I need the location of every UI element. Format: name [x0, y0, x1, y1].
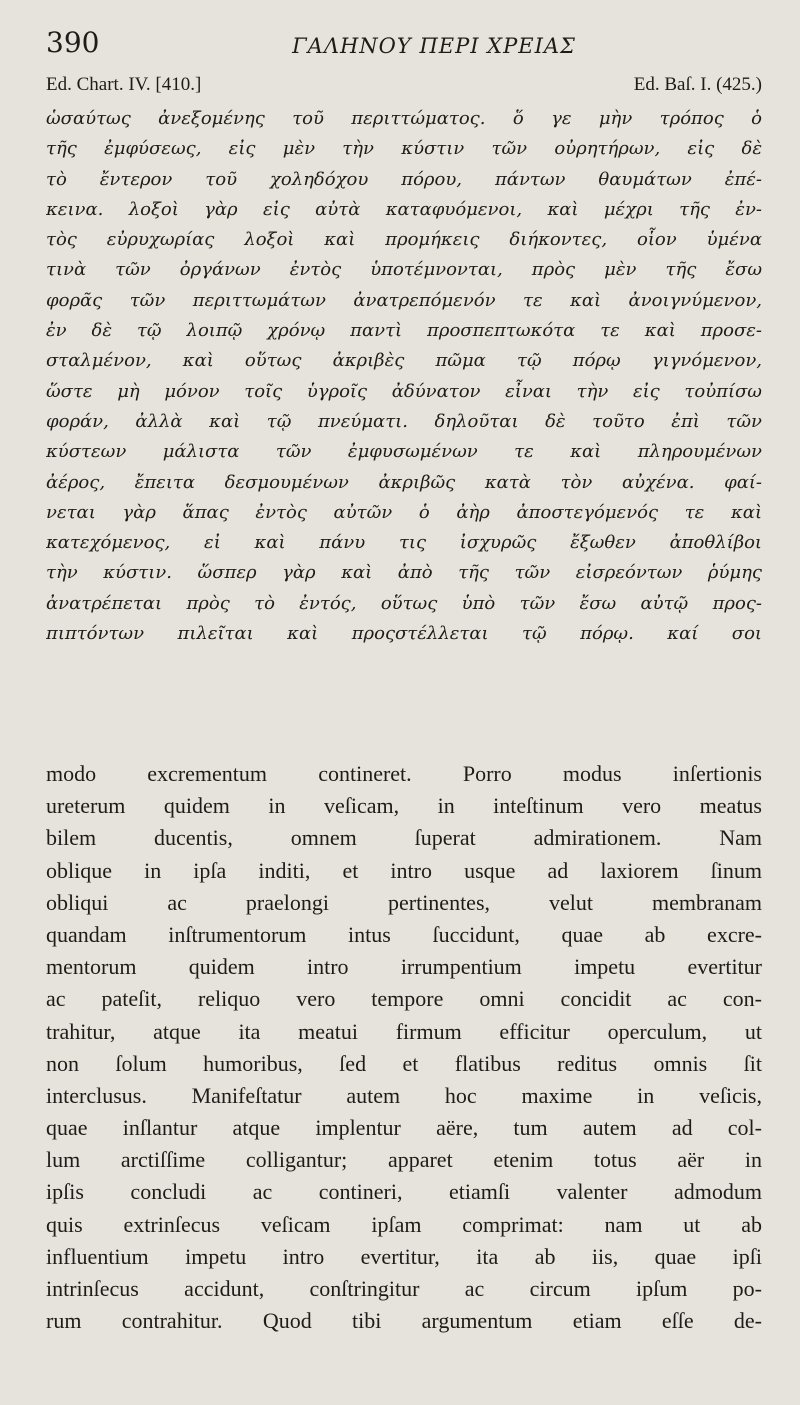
latin-text-line: quis extrinſecus veſicam ipſam comprimat: nam ut ab [46, 1211, 762, 1237]
greek-text-line: φορᾶς τῶν περιττωμάτων ἀνατρεπόμενόν τε καὶ ἀνοιγνύμενον, [46, 289, 762, 311]
greek-text-line: σταλμένον, καὶ οὕτως ἀκριβὲς πῶμα τῷ πόρῳ γιγνόμενον, [46, 350, 762, 372]
latin-text-block [46, 758, 762, 1337]
latin-text-line: influentium impetu intro evertitur, ita ab iis, quae ipſi [46, 1243, 762, 1269]
edition-chartier-reference: Ed. Chart. IV. [410.] [46, 74, 202, 95]
latin-text-line: quandam inſtrumentorum intus ſuccidunt, quae ab excre- [46, 921, 762, 947]
greek-text-line: φοράν, ἀλλὰ καὶ τῷ πνεύματι. δηλοῦται δὲ τοῦτο ἐπὶ τῶν [46, 410, 762, 432]
greek-text-line: ἐν δὲ τῷ λοιπῷ χρόνῳ παντὶ προσπεπτωκότα τε καὶ προσε- [46, 320, 762, 342]
latin-text-line: ipſis concludi ac contineri, etiamſi valenter admodum [46, 1179, 762, 1205]
latin-text-line: intrinſecus accidunt, conſtringitur ac circum ipſum po- [46, 1276, 762, 1301]
page-number: 390 [46, 26, 100, 59]
greek-text-line: ὥστε μὴ μόνον τοῖς ὑγροῖς ἀδύνατον εἶναι τὴν εἰς τοὐπίσω [46, 380, 762, 402]
latin-text-line: non ſolum humoribus, ſed et flatibus reditus omnis ſit [46, 1050, 762, 1076]
running-title: ΓΑΛΗΝΟΥ ΠΕΡΙ ΧΡΕΙΑΣ [292, 34, 576, 58]
latin-text-line: interclusus. Manifeſtatur autem hoc maxime in veſicis, [46, 1082, 762, 1108]
greek-text-line: ὡσαύτως ἀνεξομένης τοῦ περιττώματος. ὅ γε μὴν τρόπος ὁ [46, 108, 762, 129]
greek-text-line: τινὰ τῶν ὀργάνων ἐντὸς ὑποτέμνονται, πρὸς μὲν τῆς ἔσω [46, 259, 762, 281]
latin-text-line: ac pateſit, reliquo vero tempore omni concidit ac con- [46, 986, 762, 1012]
greek-text-line: τὸ ἔντερον τοῦ χοληδόχου πόρου, πάντων θαυμάτων ἐπέ- [46, 168, 762, 190]
latin-text-line: ureterum quidem in veſicam, in inteſtinum vero meatus [46, 793, 762, 819]
greek-text-line: νεται γὰρ ἅπας ἐντὸς αὐτῶν ὁ ἀὴρ ἀποστεγόμενός τε καὶ [46, 501, 762, 523]
greek-text-block [46, 104, 762, 649]
latin-text-line: obliqui ac praelongi pertinentes, velut membranam [46, 889, 762, 915]
latin-text-line: lum arctiſſime colligantur; apparet etenim totus aër in [46, 1147, 762, 1173]
greek-text-line: κατεχόμενος, εἰ καὶ πάνυ τις ἰσχυρῶς ἔξωθεν ἀποθλίβοι [46, 532, 762, 554]
page-header [46, 26, 762, 66]
latin-text-line: trahitur, atque ita meatui firmum efficitur operculum, ut [46, 1018, 762, 1044]
greek-text-line: τῆς ἐμφύσεως, εἰς μὲν τὴν κύστιν τῶν οὐρητήρων, εἰς δὲ [46, 138, 762, 160]
latin-text-line: quae inſlantur atque implentur aëre, tum autem ad col- [46, 1115, 762, 1141]
greek-text-line: κύστεων μάλιστα τῶν ἐμφυσωμένων τε καὶ πληρουμένων [46, 441, 762, 463]
latin-text-line: rum contrahitur. Quod tibi argumentum etiam eſſe de- [46, 1308, 762, 1334]
greek-text-line: ἀνατρέπεται πρὸς τὸ ἐντός, οὕτως ὑπὸ τῶν ἔσω αὐτῷ προς- [46, 592, 762, 614]
greek-text-line: τὴν κύστιν. ὥσπερ γὰρ καὶ ἀπὸ τῆς τῶν εἰσρεόντων ῥύμης [46, 562, 762, 584]
greek-text-line: πιπτόντων πιλεῖται καὶ προςστέλλεται τῷ πόρῳ. καί σοι [46, 623, 762, 645]
edition-references [46, 74, 762, 100]
latin-text-line: bilem ducentis, omnem ſuperat admirationem. Nam [46, 825, 762, 851]
greek-text-line: κεινα. λοξοὶ γὰρ εἰς αὐτὰ καταφυόμενοι, καὶ μέχρι τῆς ἐν- [46, 198, 762, 220]
latin-text-line: modo excrementum contineret. Porro modus inſertionis [46, 761, 762, 786]
greek-text-line: τὸς εὐρυχωρίας λοξοὶ καὶ προμήκεις διήκοντες, οἷον ὑμένα [46, 229, 762, 251]
greek-text-line: ἀέρος, ἔπειτα δεσμουμένων ἀκριβῶς κατὰ τὸν αὐχένα. φαί- [46, 471, 762, 493]
latin-text-line: oblique in ipſa inditi, et intro usque ad laxiorem ſinum [46, 857, 762, 883]
edition-basel-reference: Ed. Baſ. I. (425.) [633, 74, 762, 95]
latin-text-line: mentorum quidem intro irrumpentium impetu evertitur [46, 954, 762, 980]
